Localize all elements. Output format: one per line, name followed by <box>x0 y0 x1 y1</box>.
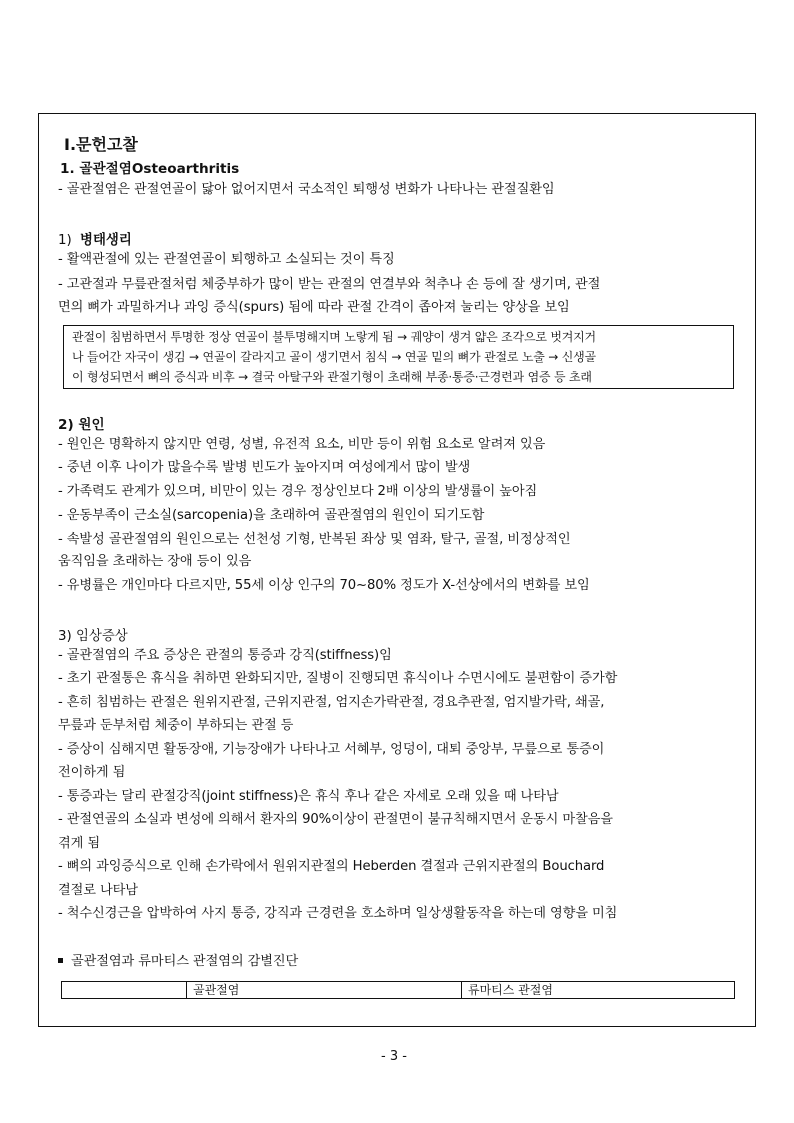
subsection-title: 1. 골관절염Osteoarthritis <box>60 161 240 177</box>
heading-symptoms: 3) 임상증상 <box>58 629 128 644</box>
text-line: - 통증과는 달리 관절강직(joint stiffness)은 휴식 후나 같은 자세로 오래 있을 때 나타남 <box>58 789 559 804</box>
text-line: 면의 뼈가 과밀하거나 과잉 증식(spurs) 됨에 따라 관절 간격이 좁아져 눌리는 양상을 보임 <box>58 300 570 315</box>
text-line: - 원인은 명확하지 않지만 연령, 성별, 유전적 요소, 비만 등이 위험 요소로 알려져 있음 <box>58 437 546 452</box>
definition-line: - 골관절염은 관절연골이 닳아 없어지면서 국소적인 퇴행성 변화가 나타나는 관절질환임 <box>58 182 555 197</box>
table-caption-text: 골관절염과 류마티스 관절염의 감별진단 <box>71 954 299 969</box>
section-title: Ⅰ.문헌고찰 <box>64 135 138 154</box>
box-line: 나 들어간 자국이 생김 → 연골이 갈라지고 골이 생기면서 침식 → 연골 밑의 뼈가 관절로 노출 → 신생골 <box>72 350 596 364</box>
heading-causes: 2) 원인 <box>58 417 105 433</box>
text-line: - 운동부족이 근소실(sarcopenia)을 초래하여 골관절염의 원인이 되기도함 <box>58 508 485 523</box>
text-line: 겪게 됨 <box>58 836 101 851</box>
text-line: - 활액관절에 있는 관절연골이 퇴행하고 소실되는 것이 특징 <box>58 252 395 267</box>
box-line: 관절이 침범하면서 투명한 정상 연골이 불투명해지며 노랗게 됨 → 궤양이 생겨 얇은 조각으로 벗겨지거 <box>72 330 596 344</box>
text-line: - 초기 관절통은 휴식을 취하면 완화되지만, 질병이 진행되면 휴식이나 수면시에도 불편함이 증가함 <box>58 671 618 686</box>
heading-pathophysiology <box>58 229 132 248</box>
table-header-osteoarthritis: 골관절염 <box>187 982 462 998</box>
pathology-process-box <box>63 325 734 389</box>
text-line: - 뼈의 과잉증식으로 인해 손가락에서 원위지관절의 Heberden 결절과 근위지관절의 Bouchard <box>58 859 605 874</box>
heading-text: 병태생리 <box>80 233 132 248</box>
text-line: - 척수신경근을 압박하여 사지 통증, 강직과 근경련을 호소하며 일상생활동작을 하는데 영향을 미침 <box>58 906 618 921</box>
table-caption <box>58 953 298 971</box>
text-line: - 증상이 심해지면 활동장애, 기능장애가 나타나고 서혜부, 엉덩이, 대퇴 중앙부, 무릎으로 통증이 <box>58 742 605 757</box>
box-line: 이 형성되면서 뼈의 증식과 비후 → 결국 아탈구와 관절기형이 초래해 부종·통증·근경련과 염증 등 초래 <box>72 370 592 384</box>
text-line: - 유병률은 개인마다 다르지만, 55세 이상 인구의 70~80% 정도가 X-선상에서의 변화를 보임 <box>58 578 590 593</box>
heading-number: 1) <box>58 233 72 248</box>
text-line: 결절로 나타남 <box>58 883 138 898</box>
square-bullet-icon <box>58 958 63 963</box>
differential-diagnosis-table <box>61 981 735 999</box>
table-header-rheumatoid: 류마티스 관절염 <box>468 983 553 997</box>
text-line: 움직임을 초래하는 장애 등이 있음 <box>58 554 252 569</box>
text-line: - 고관절과 무릎관절처럼 체중부하가 많이 받는 관절의 연결부와 척추나 손 등에 잘 생기며, 관절 <box>58 277 601 292</box>
text-line: - 관절연골의 소실과 변성에 의해서 환자의 90%이상이 관절면이 불규칙해지면서 운동시 마찰음을 <box>58 812 613 827</box>
text-line: 무릎과 둔부처럼 체중이 부하되는 관절 등 <box>58 718 294 733</box>
text-line: - 골관절염의 주요 증상은 관절의 통증과 강직(stiffness)임 <box>58 648 392 663</box>
table-header-blank <box>62 982 187 998</box>
text-line: 전이하게 됨 <box>58 765 126 780</box>
text-line: - 흔히 침범하는 관절은 원위지관절, 근위지관절, 엄지손가락관절, 경요추관절, 엄지발가락, 쇄골, <box>58 695 605 710</box>
page-number: - 3 - <box>381 1049 407 1064</box>
text-line: - 중년 이후 나이가 많을수록 발병 빈도가 높아지며 여성에게서 많이 발생 <box>58 460 471 475</box>
text-line: - 속발성 골관절염의 원인으로는 선천성 기형, 반복된 좌상 및 염좌, 탈구, 골절, 비정상적인 <box>58 532 571 547</box>
text-line: - 가족력도 관계가 있으며, 비만이 있는 경우 정상인보다 2배 이상의 발생률이 높아짐 <box>58 484 538 499</box>
